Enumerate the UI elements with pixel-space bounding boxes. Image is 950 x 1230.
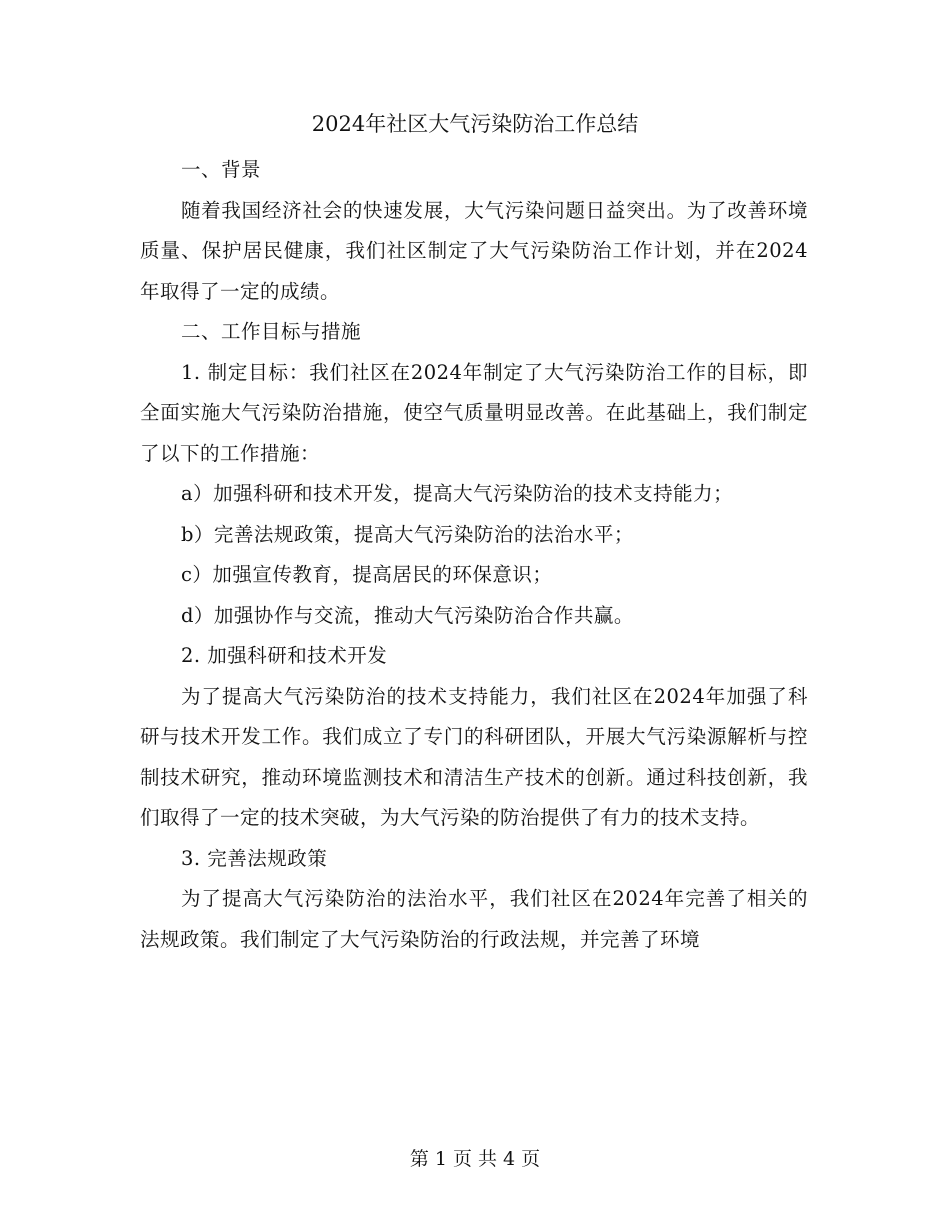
paragraph-goal-1: 1. 制定目标：我们社区在2024年制定了大气污染防治工作的目标，即全面实施大气污染防治措施，使空气质量明显改善。在此基础上，我们制定了以下的工作措施： xyxy=(140,360,808,465)
section-heading-goals: 二、工作目标与措施 xyxy=(180,320,361,343)
list-item-d: d）加强协作与交流，推动大气污染防治合作共赢。 xyxy=(180,603,634,627)
subheading-regulation: 3. 完善法规政策 xyxy=(180,846,328,870)
list-item-a: a）加强科研和技术开发，提高大气污染防治的技术支持能力； xyxy=(180,482,734,505)
document-body xyxy=(140,150,808,960)
list-item-c: c）加强宣传教育，提高居民的环保意识； xyxy=(180,563,553,586)
paragraph-research: 为了提高大气污染防治的技术支持能力，我们社区在2024年加强了科研与技术开发工作。我们成立了专门的科研团队，开展大气污染源解析与控制技术研究，推动环境监测技术和清洁生产技术的创新。通过科技创新，我们取得了一定的技术突破，为大气污染的防治提供了有力的技术支持。 xyxy=(140,684,808,829)
paragraph-regulation: 为了提高大气污染防治的法治水平，我们社区在2024年完善了相关的法规政策。我们制定了大气污染防治的行政法规，并完善了环境 xyxy=(140,887,808,951)
list-item-b: b）完善法规政策，提高大气污染防治的法治水平； xyxy=(180,522,634,546)
page-footer: 第 1 页 共 4 页 xyxy=(409,1148,541,1170)
paragraph-background: 随着我国经济社会的快速发展，大气污染问题日益突出。为了改善环境质量、保护居民健康，我们社区制定了大气污染防治工作计划，并在2024年取得了一定的成绩。 xyxy=(140,198,808,303)
document-title: 2024年社区大气污染防治工作总结 xyxy=(311,112,639,136)
section-heading-background: 一、背景 xyxy=(180,158,261,181)
subheading-research: 2. 加强科研和技术开发 xyxy=(180,644,388,667)
